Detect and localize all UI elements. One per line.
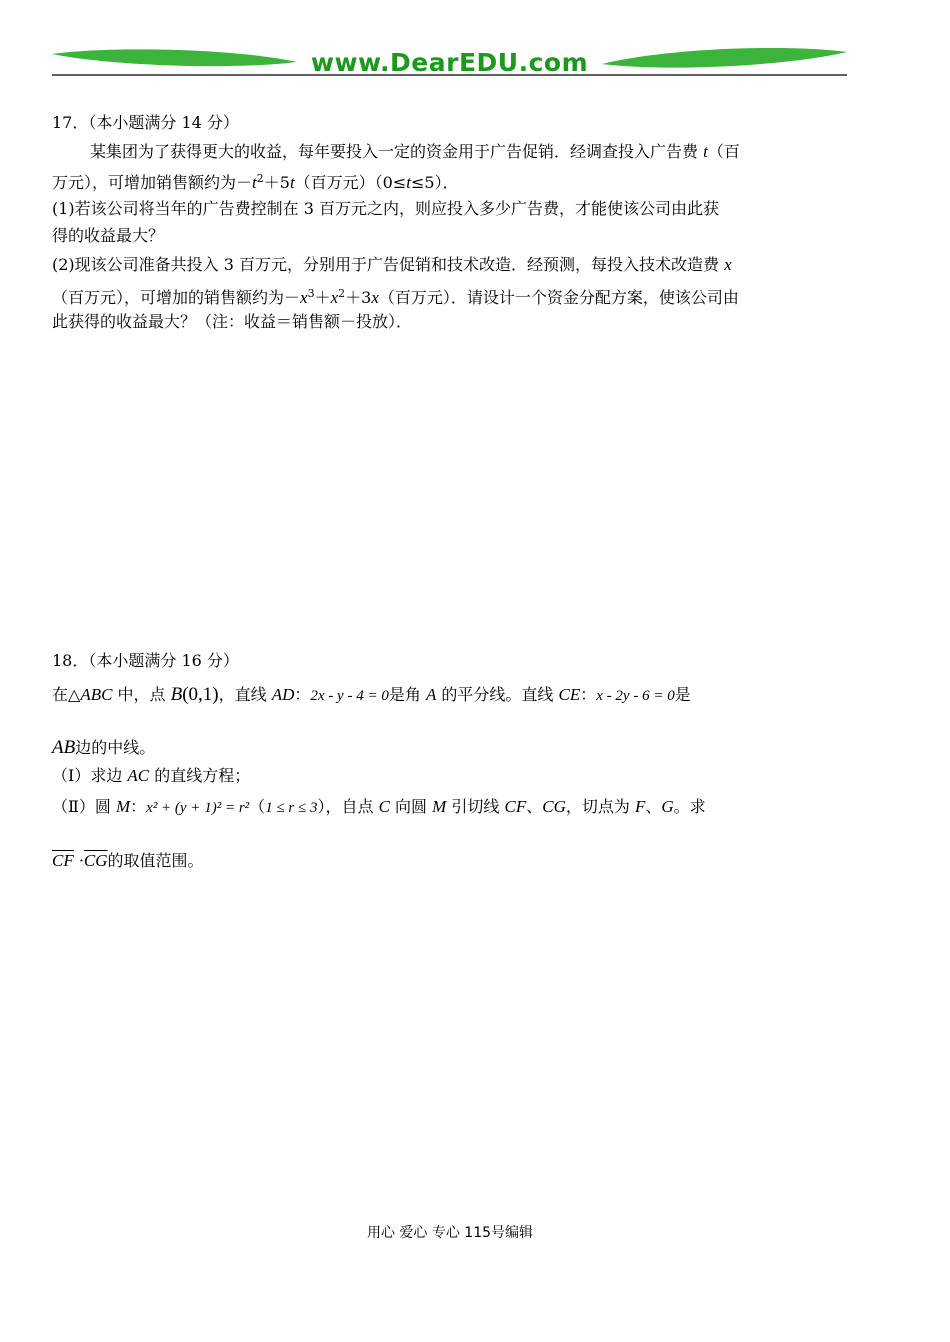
site-name: www.DearEDU.com bbox=[310, 48, 589, 77]
q18-part2-line-1: （Ⅱ）圆 M：x² + (y + 1)² = r²（1 ≤ r ≤ 3），自点 C 向圆 M 引切线 CF、CG，切点为 F、G。求 bbox=[52, 797, 706, 816]
q17-part1-line-1: (1)若该公司将当年的广告费控制在 3 百万元之内，则应投入多少广告费，才能使该公司由此获 bbox=[52, 199, 720, 218]
q17-heading: 17．（本小题满分 14 分） bbox=[52, 113, 239, 132]
vector-cg: $\overline{CG}$ bbox=[83, 851, 108, 870]
q18-part2-line-2: $\overline{CF} \cdot\overline{CG}$的取值范围。 bbox=[52, 851, 204, 870]
q18-line-1: 在△ABC 中，点 B(0,1)，直线 AD：2x - y - 4 = 0是角 A 的平分线。直线 CE：x - 2y - 6 = 0是 bbox=[52, 684, 691, 705]
footer-note: 用心 爱心 专心 115号编辑 bbox=[366, 1225, 534, 1241]
q17-part2-line-1: (2)现该公司准备共投入 3 百万元，分别用于广告促销和技术改造．经预测，每投入技术改造费 x bbox=[52, 255, 732, 274]
vector-cf: $\overline{CF}$ bbox=[52, 851, 74, 870]
q17-part2-line-2: （百万元），可增加的销售额约为$-x^3+x^2+3x$（百万元）．请设计一个资金分配方案，使该公司由 bbox=[52, 287, 739, 307]
q17-line-1: 某集团为了获得更大的收益，每年要投入一定的资金用于广告促销．经调查投入广告费 t（百 bbox=[90, 142, 740, 161]
q18-line-2: AB边的中线。 bbox=[52, 737, 156, 758]
q17-line-2: 万元），可增加销售额约为$-t^2+5t$（百万元）（0≤t≤5）． bbox=[52, 172, 459, 192]
q17-part1-line-2: 得的收益最大？ bbox=[52, 226, 165, 245]
q17-part2-line-3: 此获得的收益最大？（注：收益＝销售额－投放）． bbox=[52, 312, 413, 331]
header-banner bbox=[52, 44, 847, 80]
q18-heading: 18．（本小题满分 16 分） bbox=[52, 651, 239, 670]
q18-part1: （Ⅰ）求边 AC 的直线方程； bbox=[52, 766, 251, 785]
